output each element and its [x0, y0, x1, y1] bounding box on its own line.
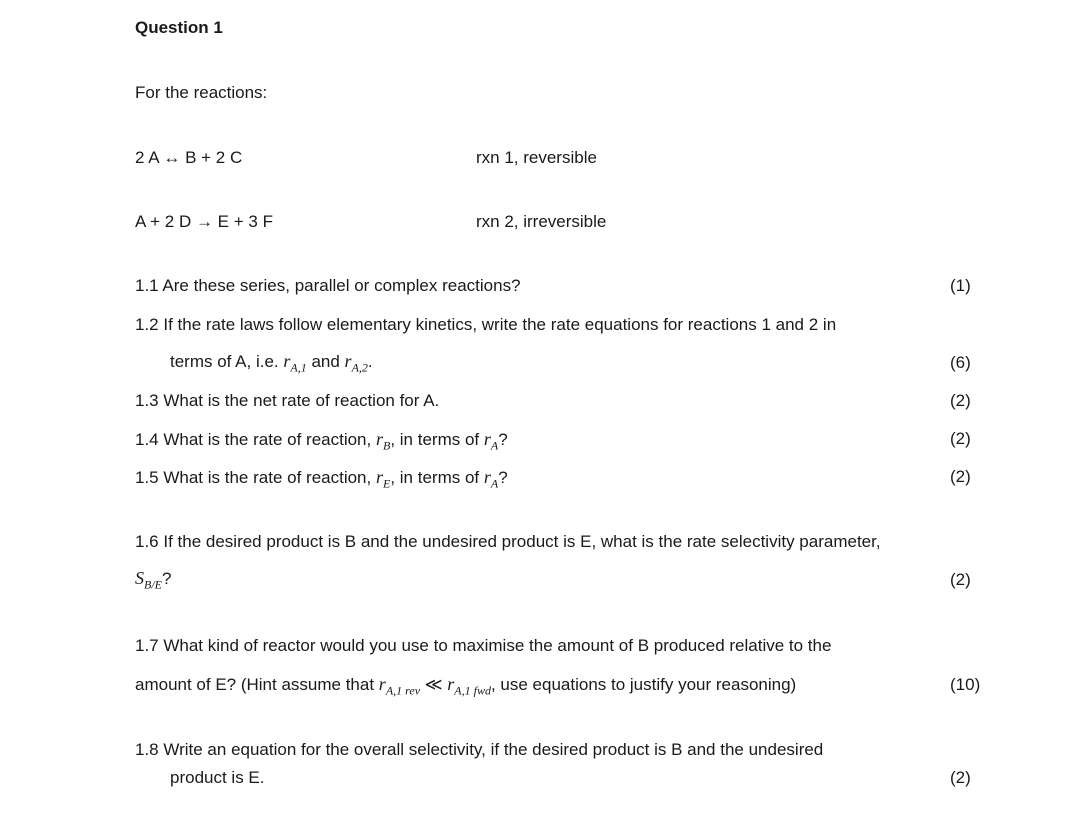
question-1-5: 1.5 What is the rate of reaction, $r_E$, in terms of $r_A$? — [135, 467, 508, 491]
question-title: Question 1 — [135, 18, 223, 37]
question-1-3: 1.3 What is the net rate of reaction for A. — [135, 391, 440, 410]
reaction-2-equation: A + 2 D → E + 3 F — [135, 212, 273, 231]
q12-prefix: terms of A, i.e. — [170, 352, 284, 371]
rate-symbol: $r_A$ — [483, 467, 499, 491]
rate-symbol: $r_{A,2}$ — [344, 351, 368, 375]
rate-symbol: $r_E$ — [375, 467, 391, 491]
selectivity-symbol: $S_{B/E}$ — [135, 568, 162, 592]
question-1-2-marks: (6) — [950, 353, 971, 372]
question-1-4: 1.4 What is the rate of reaction, $r_B$, in terms of $r_A$? — [135, 429, 508, 453]
much-less-than: ≪ — [420, 675, 448, 694]
q12-and: and — [306, 352, 345, 371]
question-1-1: 1.1 Are these series, parallel or complex reactions? — [135, 276, 521, 295]
question-1-4-marks: (2) — [950, 429, 971, 448]
question-1-6-marks: (2) — [950, 570, 971, 589]
intro-text: For the reactions: — [135, 83, 268, 102]
reaction-2-label: rxn 2, irreversible — [476, 212, 607, 231]
question-1-8-marks: (2) — [950, 768, 971, 787]
rate-symbol: $r_{A,1 fwd}$ — [447, 674, 491, 698]
rate-symbol: $r_A$ — [483, 429, 499, 453]
question-1-7-marks: (10) — [950, 675, 981, 694]
question-1-8-line1: 1.8 Write an equation for the overall selectivity, if the desired product is B and the undesired — [135, 740, 824, 759]
question-1-7-line2: amount of E? (Hint assume that $r_{A,1 rev}$ ≪ $r_{A,1 fwd}$, use equations to justify your reasoning) — [135, 674, 797, 698]
question-1-2-line2: terms of A, i.e. $r_{A,1}$ and $r_{A,2}$. — [170, 351, 373, 375]
question-1-6-line2: $S_{B/E}$? — [135, 568, 172, 592]
rate-symbol: $r_{A,1 rev}$ — [378, 674, 421, 698]
rate-symbol: $r_{A,1}$ — [283, 351, 307, 375]
rate-symbol: $r_B$ — [375, 429, 391, 453]
question-1-1-marks: (1) — [950, 276, 971, 295]
question-1-8-line2: product is E. — [170, 768, 265, 787]
reaction-1-equation: 2 A ↔ B + 2 C — [135, 148, 243, 167]
question-1-3-marks: (2) — [950, 391, 971, 410]
question-1-5-marks: (2) — [950, 467, 971, 486]
question-1-2-line1: 1.2 If the rate laws follow elementary kinetics, write the rate equations for reactions 1 and 2 in — [135, 315, 837, 334]
reaction-1-label: rxn 1, reversible — [476, 148, 597, 167]
question-1-7-line1: 1.7 What kind of reactor would you use to maximise the amount of B produced relative to the — [135, 636, 832, 655]
question-1-6-line1: 1.6 If the desired product is B and the undesired product is E, what is the rate selectivity parameter, — [135, 532, 881, 551]
